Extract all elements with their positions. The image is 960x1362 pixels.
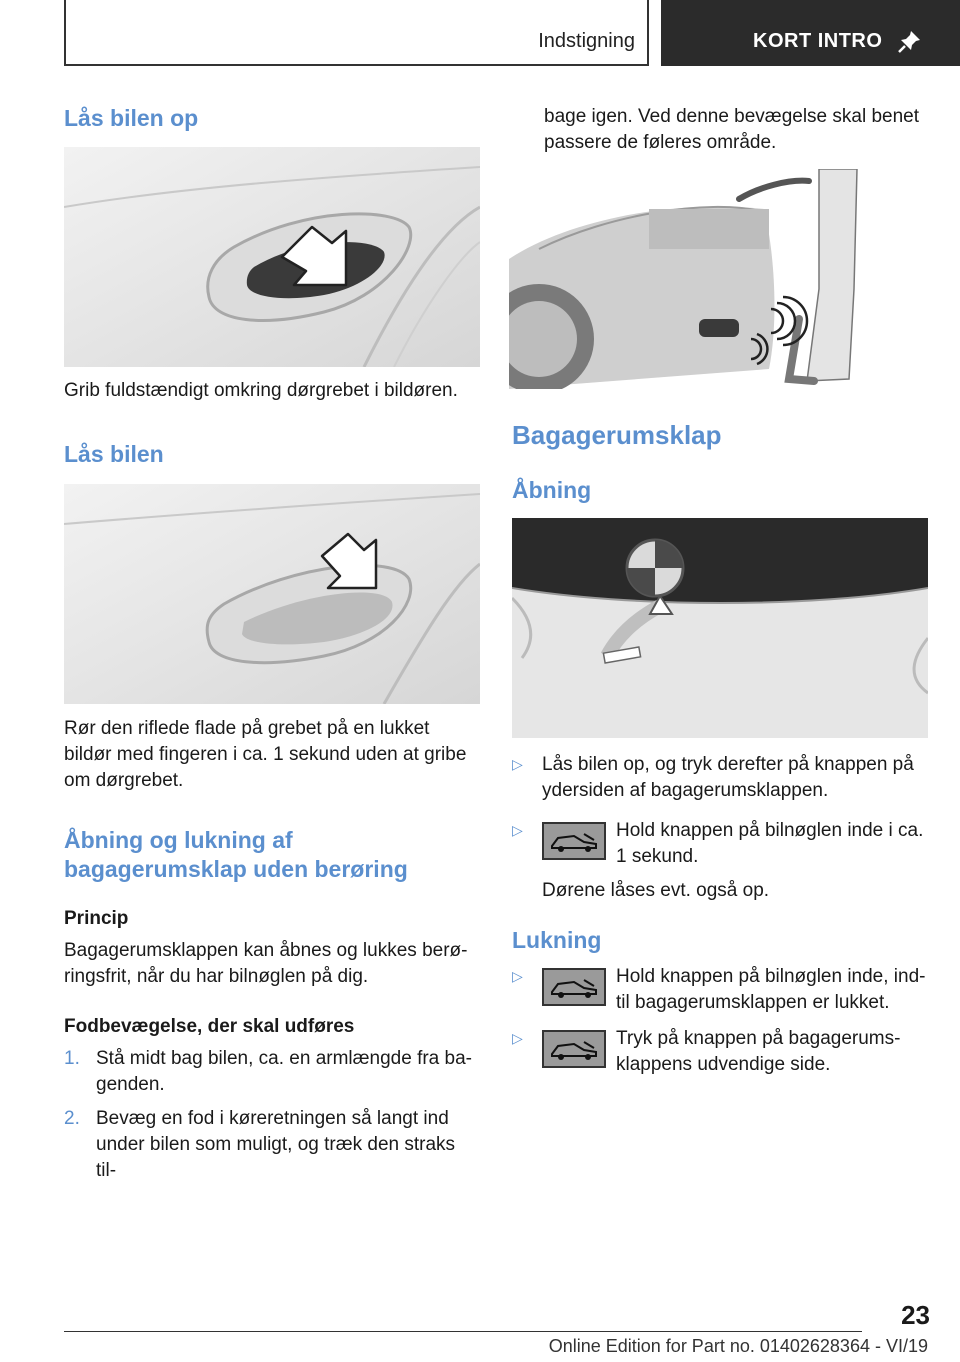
edition-text: Online Edition for Part no. 01402628364 - VI/19 bbox=[548, 1336, 928, 1356]
caption-unlock: Grib fuldstændigt omkring dørgrebet i bildøren. bbox=[64, 380, 458, 401]
figure-trunk-button bbox=[512, 518, 928, 738]
step-number: 1. bbox=[64, 1048, 80, 1069]
heading-opening: Åbning bbox=[512, 477, 592, 503]
principle-text: Bagagerumsklappen kan åbnes og lukkes berøringsfrit, når du har bilnøglen på dig. bbox=[64, 940, 468, 987]
step-number: 2. bbox=[64, 1108, 80, 1129]
step-text: Bevæg en fod i køreretningen så langt ind under bilen som muligt, og træk den straks til- bbox=[96, 1108, 456, 1181]
opening-note: Dørene låses evt. også op. bbox=[542, 880, 770, 901]
heading-closing: Lukning bbox=[512, 927, 602, 953]
list-item bbox=[64, 1106, 480, 1184]
step-text: Stå midt bag bilen, ca. en armlængde fra bagenden. bbox=[96, 1048, 472, 1095]
list-text: Tryk på knappen på bagagerumsklappens udvendige side. bbox=[616, 1028, 901, 1075]
opening-list bbox=[512, 752, 928, 870]
heading-lock: Lås bilen bbox=[64, 441, 164, 467]
list-item bbox=[512, 818, 928, 870]
triangle-icon: ▷ bbox=[512, 756, 523, 772]
pin-icon bbox=[897, 28, 923, 54]
heading-foot-movement: Fodbevægelse, der skal udføres bbox=[64, 1016, 355, 1037]
foot-steps-list bbox=[64, 1046, 480, 1184]
header-tab-label: KORT INTRO bbox=[753, 30, 883, 52]
heading-unlock: Lås bilen op bbox=[64, 105, 199, 131]
triangle-icon: ▷ bbox=[512, 968, 523, 984]
heading-trunk: Bagagerumsklap bbox=[512, 420, 722, 450]
header-tab[interactable] bbox=[661, 0, 960, 66]
list-item bbox=[512, 752, 928, 804]
heading-principle: Princip bbox=[64, 908, 129, 929]
figure-door-handle-unlock bbox=[64, 147, 480, 367]
list-text: Lås bilen op, og tryk derefter på knappen på ydersiden af bagagerumsklappen. bbox=[542, 754, 914, 801]
heading-handsfree-trunk: Åbning og lukning af bagagerumsklap uden berøring bbox=[64, 827, 408, 882]
list-text: Hold knappen på bilnøglen inde i ca. 1 sekund. bbox=[616, 820, 924, 867]
figure-foot-sensor bbox=[509, 169, 863, 389]
page-number: 23 bbox=[901, 1300, 930, 1330]
closing-list bbox=[512, 964, 928, 1078]
car-key-trunk-icon bbox=[542, 822, 606, 860]
triangle-icon: ▷ bbox=[512, 1030, 523, 1046]
car-key-trunk-icon bbox=[542, 968, 606, 1006]
car-key-trunk-icon bbox=[542, 1030, 606, 1068]
caption-lock: Rør den riflede flade på grebet på en lukket bildør med fingeren i ca. 1 sekund uden at gribe om dørgrebet. bbox=[64, 718, 467, 791]
list-item bbox=[64, 1046, 480, 1098]
list-text: Hold knappen på bilnøglen inde, indtil bagagerumsklappen er lukket. bbox=[616, 966, 926, 1013]
list-item bbox=[512, 1026, 928, 1078]
list-item bbox=[512, 964, 928, 1016]
header-section-title: Indstigning bbox=[538, 30, 635, 52]
footer-divider bbox=[64, 1331, 862, 1332]
triangle-icon: ▷ bbox=[512, 822, 523, 838]
continued-text: bage igen. Ved denne bevægelse skal benet passere de føleres område. bbox=[544, 106, 920, 153]
figure-door-handle-lock bbox=[64, 484, 480, 704]
